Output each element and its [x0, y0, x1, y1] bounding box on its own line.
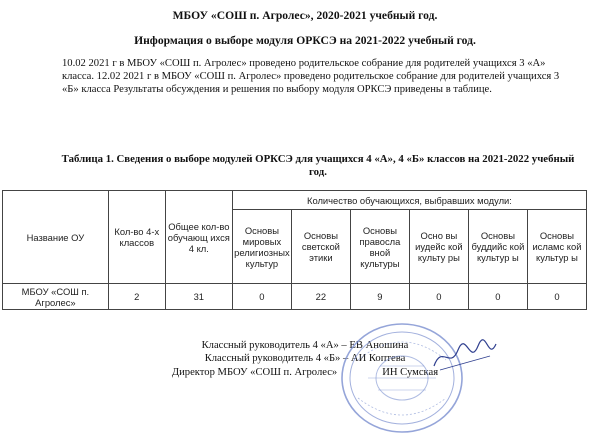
cell-islam: 0	[527, 284, 586, 310]
cell-class-count: 2	[108, 284, 165, 310]
director-signature-scribble	[430, 336, 500, 376]
header-module-group: Количество обучающихся, выбравших модули:	[232, 191, 586, 210]
cell-buddhism: 0	[468, 284, 527, 310]
header-module-orthodox: Основы правосла вной культуры	[350, 210, 409, 284]
signature-teacher-b: Классный руководитель 4 «Б» – АИ Коптева	[204, 353, 406, 365]
document-title: МБОУ «СОШ п. Агролес», 2020-2021 учебный год.	[172, 9, 438, 22]
signatures-block	[0, 339, 610, 379]
header-module-buddhism: Основы буддийс кой культур ы	[468, 210, 527, 284]
table-row	[3, 284, 587, 310]
cell-secular-ethics: 22	[291, 284, 350, 310]
modules-table	[2, 190, 587, 310]
header-school-name: Название ОУ	[3, 191, 109, 284]
cell-school-name: МБОУ «СОШ п. Агролес»	[3, 284, 109, 310]
header-module-judaism: Осно вы иудейс кой культу ры	[409, 210, 468, 284]
signature-teacher-a: Классный руководитель 4 «А» – ЕВ Аношина	[201, 340, 409, 351]
signature-director: Директор МБОУ «СОШ п. Агролес» ИН Сумская	[171, 366, 439, 378]
header-module-world-religions: Основы мировых религиозных культур	[232, 210, 291, 284]
cell-judaism: 0	[409, 284, 468, 310]
document-subtitle: Информация о выборе модуля ОРКСЭ на 2021-2022 учебный год.	[134, 34, 476, 47]
intro-paragraph: 10.02 2021 г в МБОУ «СОШ п. Агролес» проведено родительское собрание для родителей учащихся 3 «А» класса. 12.02 2021 г в МБОУ «СОШ п. Агролес» проведено родительское собрание для родителей учащихся 3 «Б» класса Результаты обсуждения и решения по выбору модуля ОРКСЭ приведены в таблице.	[62, 58, 560, 96]
cell-orthodox: 9	[350, 284, 409, 310]
cell-world-religions: 0	[232, 284, 291, 310]
table-caption: Таблица 1. Сведения о выборе модулей ОРКСЭ для учащихся 4 «А», 4 «Б» классов на 2021-2022 учебный год.	[61, 153, 575, 179]
header-total-students: Общее кол-во обучающ ихся 4 кл.	[165, 191, 232, 284]
cell-total-students: 31	[165, 284, 232, 310]
header-module-secular-ethics: Основы светской этики	[291, 210, 350, 284]
header-class-count: Кол-во 4-х классов	[108, 191, 165, 284]
header-module-islam: Основы исламс кой культур ы	[527, 210, 586, 284]
